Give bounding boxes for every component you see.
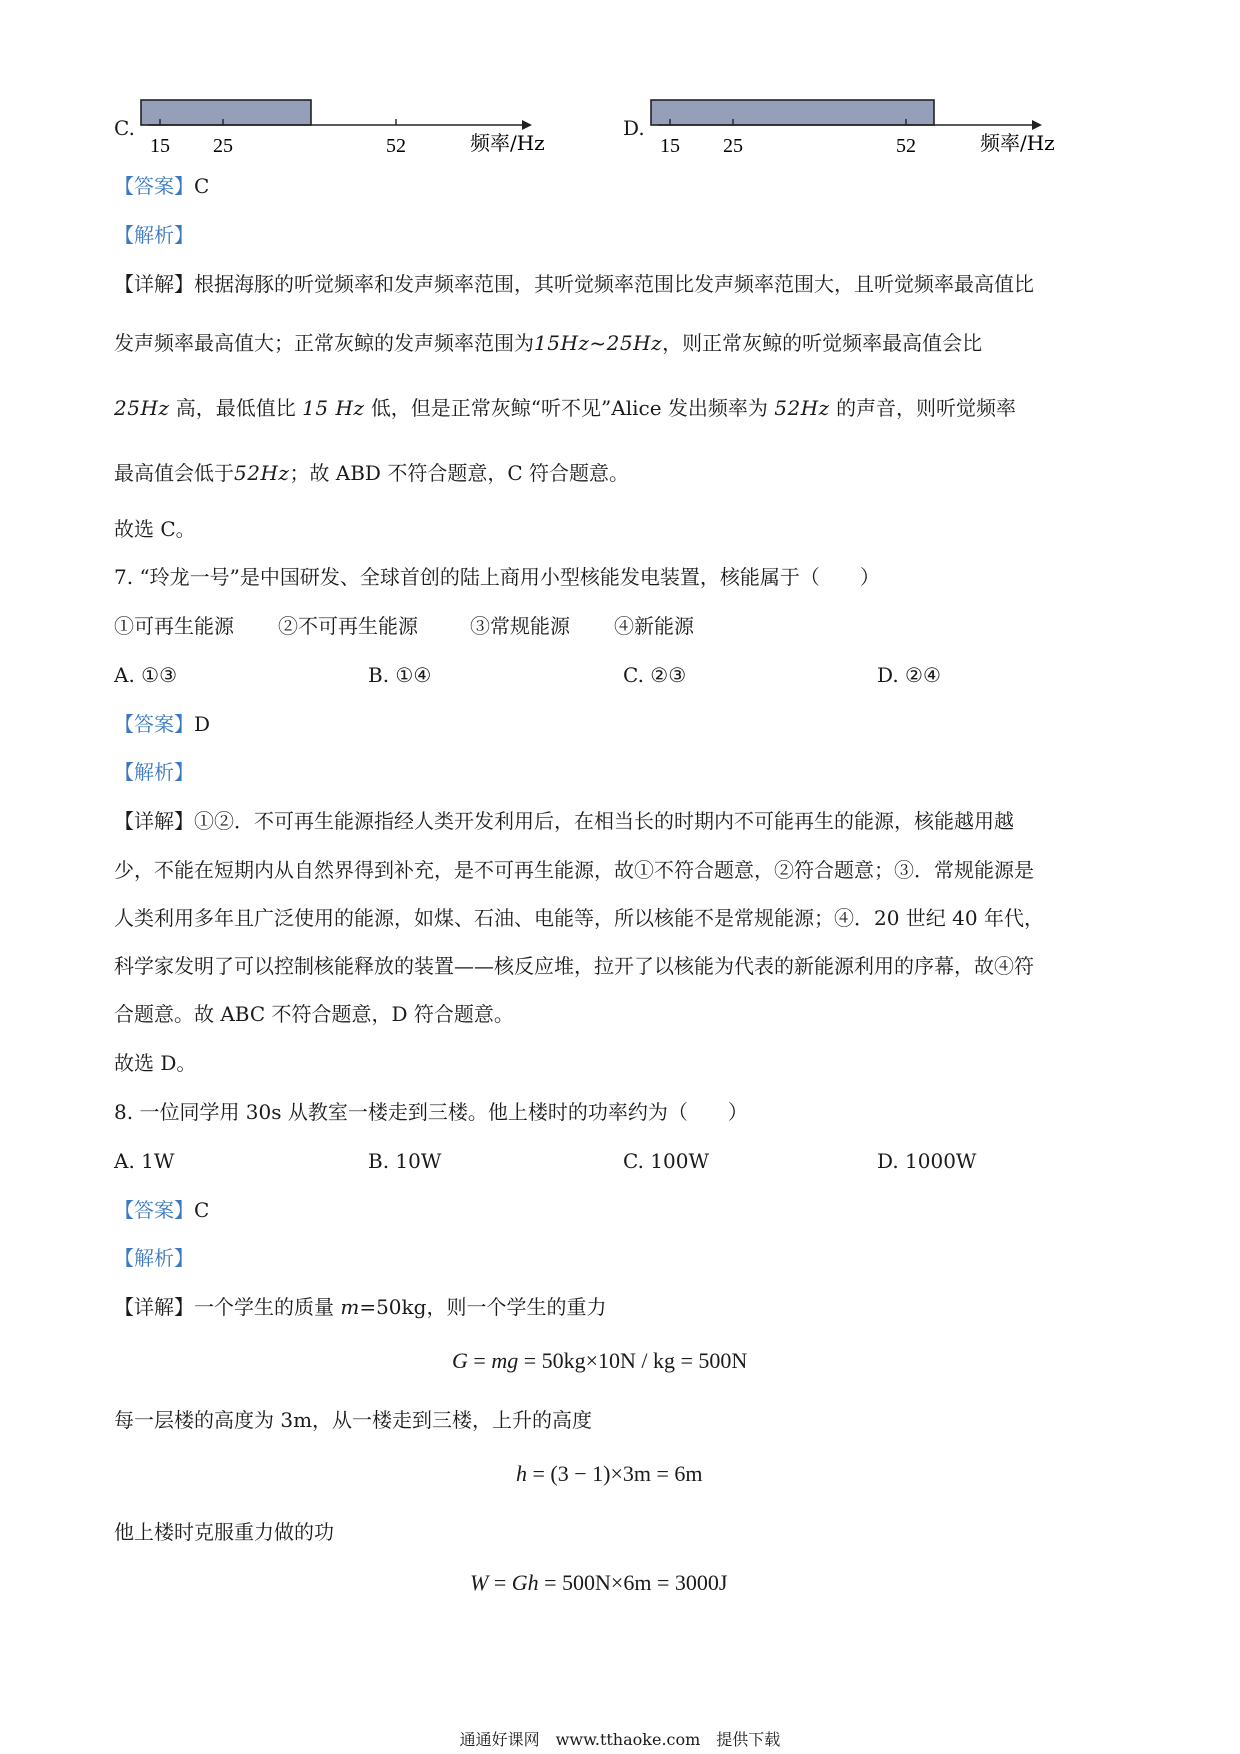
answer-value: C bbox=[194, 174, 210, 198]
q8-answer bbox=[114, 1200, 209, 1220]
q6-detail-line-3: 25Hz 高，最低值比 15 Hz 低，但是正常灰鲸“听不见”Alice 发出频率为 52Hz 的声音，则听觉频率 bbox=[114, 396, 1017, 420]
detail-tag: 【详解】 bbox=[114, 272, 194, 296]
q7-conclusion: 故选 D。 bbox=[114, 1051, 197, 1075]
q8-analysis-tag: 【解析】 bbox=[114, 1246, 194, 1270]
q7-detail-line-3: 人类利用多年且广泛使用的能源，如煤、石油、电能等，所以核能不是常规能源；④．20 世纪 40 年代， bbox=[114, 906, 1044, 930]
q6-answer bbox=[114, 176, 209, 196]
q7-detail-line-2: 少，不能在短期内从自然界得到补充，是不可再生能源，故①不符合题意，②符合题意；③．常规能源是 bbox=[114, 858, 1034, 882]
option-c-label: C. bbox=[114, 116, 135, 140]
answer-tag: 【答案】 bbox=[114, 712, 194, 736]
option-d-label: D. bbox=[623, 116, 645, 140]
frequency-diagram-c bbox=[140, 90, 580, 160]
detail-tag: 【详解】 bbox=[114, 809, 194, 833]
q8-detail-line-1: 【详解】一个学生的质量 m=50kg，则一个学生的重力 bbox=[114, 1295, 607, 1319]
q7-stem: 7. “玲龙一号”是中国研发、全球首创的陆上商用小型核能发电装置，核能属于（ ） bbox=[114, 565, 880, 589]
q8-option-b: B. 10W bbox=[368, 1149, 442, 1173]
tick-label-15-d: 15 bbox=[660, 135, 680, 157]
axis-label-c: 频率/Hz bbox=[470, 131, 545, 155]
q6-detail-line-4: 最高值会低于52Hz；故 ABD 不符合题意，C 符合题意。 bbox=[114, 461, 629, 485]
tick-label-15-c: 15 bbox=[150, 135, 170, 157]
equation-gravity: G = mg = 50kg×10N / kg = 500N bbox=[452, 1348, 748, 1373]
axis-label-d: 频率/Hz bbox=[980, 131, 1055, 155]
equation-height: h = (3 − 1)×3m = 6m bbox=[516, 1461, 703, 1486]
tick-label-25-d: 25 bbox=[723, 135, 743, 157]
q7-option-b: B. ①④ bbox=[368, 663, 432, 687]
axis-arrow-d bbox=[1032, 120, 1042, 130]
q7-analysis-tag: 【解析】 bbox=[114, 760, 194, 784]
tick-label-25-c: 25 bbox=[213, 135, 233, 157]
frequency-bar-c bbox=[141, 100, 311, 125]
q8-stem: 8. 一位同学用 30s 从教室一楼走到三楼。他上楼时的功率约为（ ） bbox=[114, 1100, 748, 1124]
q8-paragraph-height: 每一层楼的高度为 3m，从一楼走到三楼，上升的高度 bbox=[114, 1408, 593, 1432]
equation-work: W = Gh = 500N×6m = 3000J bbox=[470, 1570, 728, 1595]
axis-arrow-c bbox=[522, 120, 532, 130]
q7-detail-line-1: 【详解】①②．不可再生能源指经人类开发利用后，在相当长的时期内不可能再生的能源，核能越用越 bbox=[114, 809, 1014, 833]
detail-tag: 【详解】 bbox=[114, 1295, 194, 1319]
answer-tag: 【答案】 bbox=[114, 1198, 194, 1222]
q7-item-1: ①可再生能源 bbox=[114, 614, 234, 638]
q6-analysis-tag: 【解析】 bbox=[114, 223, 194, 247]
q8-option-a: A. 1W bbox=[114, 1149, 175, 1173]
answer-value: D bbox=[194, 712, 211, 736]
footer-watermark: 通通好课网 www.tthaoke.com 提供下载 bbox=[459, 1730, 781, 1749]
q6-detail-line-2: 发声频率最高值大；正常灰鲸的发声频率范围为15Hz~25Hz，则正常灰鲸的听觉频率最高值会比 bbox=[114, 331, 983, 355]
answer-tag: 【答案】 bbox=[114, 174, 194, 198]
frequency-bar-d bbox=[651, 100, 934, 125]
q6-conclusion: 故选 C。 bbox=[114, 517, 196, 541]
q7-detail-line-4: 科学家发明了可以控制核能释放的装置——核反应堆，拉开了以核能为代表的新能源利用的序幕，故④符 bbox=[114, 954, 1034, 978]
q7-option-a: A. ①③ bbox=[114, 663, 178, 687]
tick-label-52-d: 52 bbox=[896, 135, 916, 157]
tick-label-52-c: 52 bbox=[386, 135, 406, 157]
answer-value: C bbox=[194, 1198, 210, 1222]
frequency-diagram-d bbox=[650, 90, 1090, 160]
q7-item-2: ②不可再生能源 bbox=[278, 614, 418, 638]
q7-item-3: ③常规能源 bbox=[470, 614, 570, 638]
q7-answer bbox=[114, 714, 210, 734]
q7-item-4: ④新能源 bbox=[614, 614, 694, 638]
q8-option-d: D. 1000W bbox=[877, 1149, 977, 1173]
q6-detail-line-1: 【详解】根据海豚的听觉频率和发声频率范围，其听觉频率范围比发声频率范围大，且听觉频率最高值比 bbox=[114, 272, 1034, 296]
q7-option-d: D. ②④ bbox=[877, 663, 941, 687]
q8-option-c: C. 100W bbox=[623, 1149, 710, 1173]
q8-paragraph-work: 他上楼时克服重力做的功 bbox=[114, 1520, 334, 1544]
q7-option-c: C. ②③ bbox=[623, 663, 687, 687]
q7-detail-line-5: 合题意。故 ABC 不符合题意，D 符合题意。 bbox=[114, 1002, 514, 1026]
